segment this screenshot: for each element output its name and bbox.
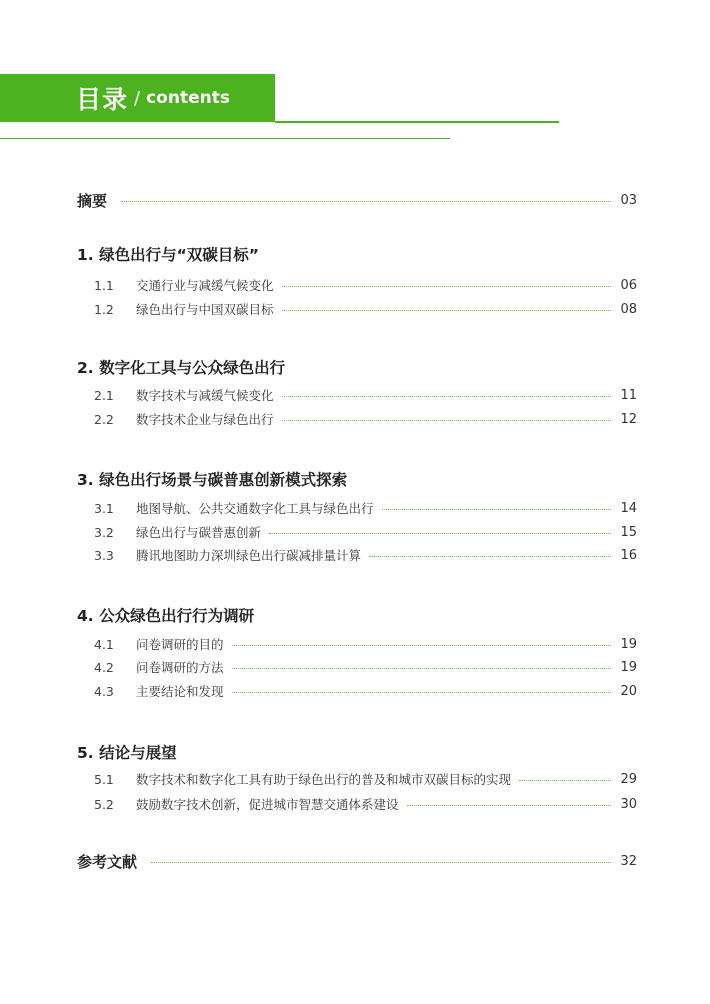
toc-entry-3-1[interactable] bbox=[77, 497, 637, 519]
section-heading-3[interactable]: 3. 绿色出行场景与碳普惠创新模式探索 bbox=[77, 471, 348, 489]
section-heading-1[interactable]: 1. 绿色出行与“双碳目标” bbox=[77, 246, 259, 264]
toc-entry-abstract[interactable] bbox=[77, 189, 637, 211]
toc-entry-title: 数字技术企业与绿色出行 bbox=[136, 412, 274, 427]
toc-entry-title: 问卷调研的目的 bbox=[136, 637, 224, 652]
toc-entry-5-2[interactable] bbox=[77, 793, 637, 815]
toc-page-number: 16 bbox=[620, 547, 637, 563]
toc-entry-2-2[interactable] bbox=[77, 408, 637, 430]
toc-entry-number: 2.1 bbox=[94, 387, 114, 403]
toc-entry-number: 1.1 bbox=[94, 277, 114, 293]
toc-page-number: 29 bbox=[620, 771, 637, 787]
toc-entry-title: 地图导航、公共交通数字化工具与绿色出行 bbox=[136, 501, 374, 516]
toc-entry-number: 4.1 bbox=[94, 636, 114, 652]
dot-leader bbox=[282, 420, 611, 421]
toc-entry-5-1[interactable] bbox=[77, 768, 637, 790]
toc-entry-title: 腾讯地图助力深圳绿色出行碳减排量计算 bbox=[136, 548, 362, 563]
toc-entry-4-1[interactable] bbox=[77, 633, 637, 655]
dot-leader bbox=[269, 533, 611, 534]
dot-leader bbox=[232, 645, 611, 646]
toc-entry-title: 交通行业与减缓气候变化 bbox=[136, 278, 274, 293]
toc-entry-number: 4.2 bbox=[94, 659, 114, 675]
toc-page-number: 12 bbox=[620, 411, 637, 427]
toc-entry-title: 参考文献 bbox=[77, 852, 138, 871]
dot-leader bbox=[232, 692, 611, 693]
dot-leader bbox=[282, 396, 611, 397]
toc-page-number: 06 bbox=[620, 277, 637, 293]
toc-page-number: 19 bbox=[620, 636, 637, 652]
toc-entry-references[interactable] bbox=[77, 850, 637, 872]
toc-entry-4-2[interactable] bbox=[77, 656, 637, 678]
toc-page-number: 03 bbox=[620, 192, 637, 208]
toc-entry-title: 绿色出行与碳普惠创新 bbox=[136, 525, 262, 540]
toc-entry-number: 5.2 bbox=[94, 796, 114, 812]
toc-page-number: 11 bbox=[620, 387, 637, 403]
dot-leader bbox=[151, 862, 611, 863]
toc-entry-title: 数字技术与减缓气候变化 bbox=[136, 388, 274, 403]
table-of-contents bbox=[77, 0, 637, 1004]
dot-leader bbox=[121, 201, 611, 202]
toc-entry-title: 鼓励数字技术创新，促进城市智慧交通体系建设 bbox=[136, 797, 399, 812]
toc-page-number: 30 bbox=[620, 796, 637, 812]
contents-title: 目录 bbox=[76, 85, 129, 114]
dot-leader bbox=[232, 668, 611, 669]
dot-leader bbox=[369, 556, 611, 557]
contents-title-separator: / bbox=[134, 87, 141, 109]
toc-entry-3-2[interactable] bbox=[77, 521, 637, 543]
dot-leader bbox=[382, 509, 611, 510]
toc-page-number: 14 bbox=[620, 500, 637, 516]
toc-page-number: 20 bbox=[620, 683, 637, 699]
toc-entry-title: 绿色出行与中国双碳目标 bbox=[136, 302, 274, 317]
toc-entry-number: 3.2 bbox=[94, 524, 114, 540]
toc-page-number: 32 bbox=[620, 853, 637, 869]
toc-entry-number: 4.3 bbox=[94, 683, 114, 699]
toc-entry-1-2[interactable] bbox=[77, 298, 637, 320]
toc-page-number: 15 bbox=[620, 524, 637, 540]
toc-entry-3-3[interactable] bbox=[77, 544, 637, 566]
section-heading-5[interactable]: 5. 结论与展望 bbox=[77, 744, 177, 762]
dot-leader bbox=[519, 780, 611, 781]
toc-entry-number: 3.3 bbox=[94, 547, 114, 563]
dot-leader bbox=[282, 286, 611, 287]
toc-entry-number: 3.1 bbox=[94, 500, 114, 516]
toc-entry-number: 2.2 bbox=[94, 411, 114, 427]
toc-entry-title: 数字技术和数字化工具有助于绿色出行的普及和城市双碳目标的实现 bbox=[136, 772, 512, 787]
contents-subtitle: contents bbox=[146, 88, 230, 108]
toc-entry-2-1[interactable] bbox=[77, 384, 637, 406]
toc-entry-title: 问卷调研的方法 bbox=[136, 660, 224, 675]
dot-leader bbox=[407, 805, 611, 806]
dot-leader bbox=[282, 310, 611, 311]
toc-page-number: 19 bbox=[620, 659, 637, 675]
toc-entry-title: 主要结论和发现 bbox=[136, 684, 224, 699]
toc-page-number: 08 bbox=[620, 301, 637, 317]
toc-entry-1-1[interactable] bbox=[77, 274, 637, 296]
toc-entry-4-3[interactable] bbox=[77, 680, 637, 702]
toc-entry-title: 摘要 bbox=[77, 191, 108, 210]
toc-entry-number: 5.1 bbox=[94, 771, 114, 787]
section-heading-4[interactable]: 4. 公众绿色出行行为调研 bbox=[77, 607, 255, 625]
section-heading-2[interactable]: 2. 数字化工具与公众绿色出行 bbox=[77, 359, 286, 377]
toc-entry-number: 1.2 bbox=[94, 301, 114, 317]
